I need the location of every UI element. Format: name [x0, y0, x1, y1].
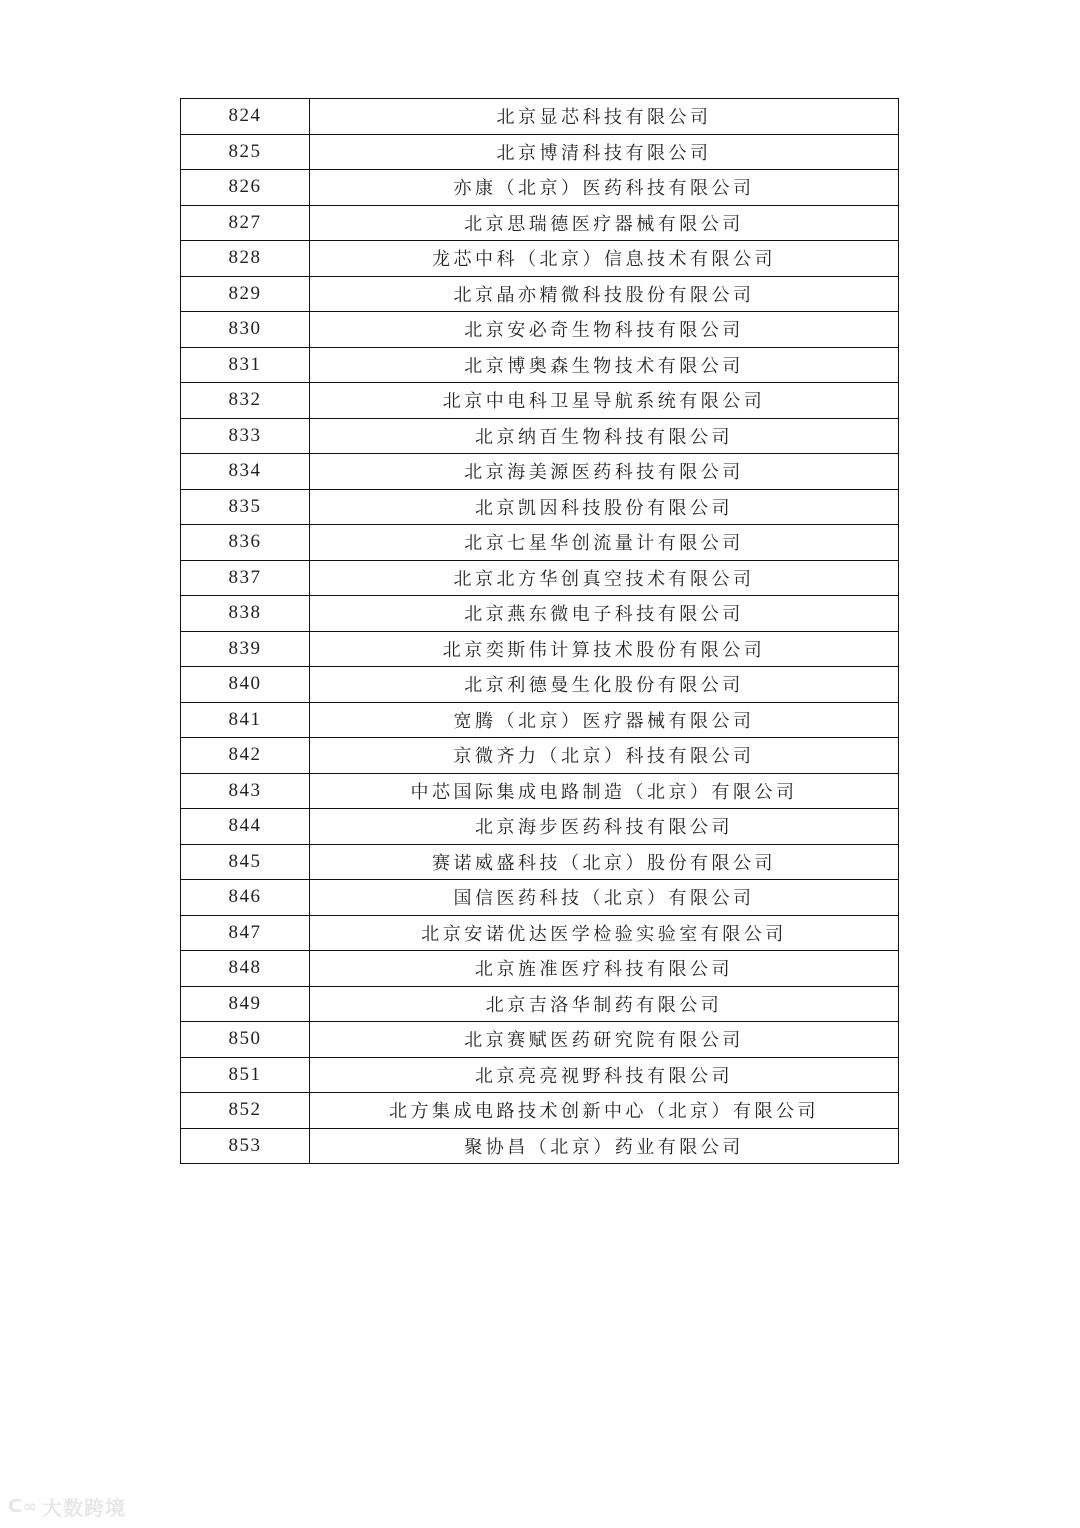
table-row [181, 276, 899, 312]
table-row [181, 1093, 899, 1129]
table-row [181, 667, 899, 703]
company-name: 北京中电科卫星导航系统有限公司 [310, 383, 899, 419]
table-row [181, 347, 899, 383]
table-row [181, 1128, 899, 1164]
table-row [181, 915, 899, 951]
row-number: 839 [181, 631, 310, 667]
row-number: 842 [181, 738, 310, 774]
table-row [181, 986, 899, 1022]
table-row [181, 596, 899, 632]
company-name: 北京思瑞德医疗器械有限公司 [310, 205, 899, 241]
row-number: 827 [181, 205, 310, 241]
table-row [181, 880, 899, 916]
company-name: 京微齐力（北京）科技有限公司 [310, 738, 899, 774]
watermark-logo-icon: ᑕ∞ [8, 1496, 39, 1517]
row-number: 844 [181, 809, 310, 845]
row-number: 828 [181, 241, 310, 277]
table-row [181, 809, 899, 845]
table-row [181, 205, 899, 241]
company-list-table [180, 98, 899, 1164]
row-number: 841 [181, 702, 310, 738]
row-number: 852 [181, 1093, 310, 1129]
table-row [181, 560, 899, 596]
row-number: 843 [181, 773, 310, 809]
company-name: 北京利德曼生化股份有限公司 [310, 667, 899, 703]
company-name: 北京旌准医疗科技有限公司 [310, 951, 899, 987]
company-name: 北京燕东微电子科技有限公司 [310, 596, 899, 632]
table-row [181, 1057, 899, 1093]
row-number: 830 [181, 312, 310, 348]
row-number: 836 [181, 525, 310, 561]
table-row [181, 99, 899, 135]
company-name: 龙芯中科（北京）信息技术有限公司 [310, 241, 899, 277]
row-number: 831 [181, 347, 310, 383]
row-number: 848 [181, 951, 310, 987]
company-name: 北京纳百生物科技有限公司 [310, 418, 899, 454]
row-number: 849 [181, 986, 310, 1022]
table-row [181, 525, 899, 561]
row-number: 838 [181, 596, 310, 632]
company-name: 北京博清科技有限公司 [310, 134, 899, 170]
table-row [181, 773, 899, 809]
table-row [181, 312, 899, 348]
company-name: 中芯国际集成电路制造（北京）有限公司 [310, 773, 899, 809]
row-number: 825 [181, 134, 310, 170]
table-row [181, 702, 899, 738]
table-row [181, 951, 899, 987]
row-number: 826 [181, 170, 310, 206]
company-name: 北京海美源医药科技有限公司 [310, 454, 899, 490]
row-number: 845 [181, 844, 310, 880]
company-name: 北京亮亮视野科技有限公司 [310, 1057, 899, 1093]
company-name: 北京凯因科技股份有限公司 [310, 489, 899, 525]
table-row [181, 844, 899, 880]
company-name: 宽腾（北京）医疗器械有限公司 [310, 702, 899, 738]
table-row [181, 454, 899, 490]
company-name: 北京安诺优达医学检验实验室有限公司 [310, 915, 899, 951]
row-number: 851 [181, 1057, 310, 1093]
table-row [181, 489, 899, 525]
table-row [181, 738, 899, 774]
company-name: 北京安必奇生物科技有限公司 [310, 312, 899, 348]
company-name: 北方集成电路技术创新中心（北京）有限公司 [310, 1093, 899, 1129]
row-number: 846 [181, 880, 310, 916]
row-number: 832 [181, 383, 310, 419]
company-name: 北京海步医药科技有限公司 [310, 809, 899, 845]
company-name: 北京七星华创流量计有限公司 [310, 525, 899, 561]
row-number: 850 [181, 1022, 310, 1058]
row-number: 833 [181, 418, 310, 454]
row-number: 824 [181, 99, 310, 135]
company-name: 北京吉洛华制药有限公司 [310, 986, 899, 1022]
company-name: 北京显芯科技有限公司 [310, 99, 899, 135]
company-name: 亦康（北京）医药科技有限公司 [310, 170, 899, 206]
table-row [181, 383, 899, 419]
table-row [181, 241, 899, 277]
table-body [181, 99, 899, 1164]
company-name: 北京奕斯伟计算技术股份有限公司 [310, 631, 899, 667]
row-number: 837 [181, 560, 310, 596]
row-number: 853 [181, 1128, 310, 1164]
company-name: 北京博奥森生物技术有限公司 [310, 347, 899, 383]
company-name: 北京赛赋医药研究院有限公司 [310, 1022, 899, 1058]
table-row [181, 134, 899, 170]
row-number: 840 [181, 667, 310, 703]
row-number: 835 [181, 489, 310, 525]
table-row [181, 1022, 899, 1058]
row-number: 847 [181, 915, 310, 951]
table-row [181, 631, 899, 667]
company-name: 聚协昌（北京）药业有限公司 [310, 1128, 899, 1164]
company-name: 国信医药科技（北京）有限公司 [310, 880, 899, 916]
company-name: 北京北方华创真空技术有限公司 [310, 560, 899, 596]
watermark-text: 大数跨境 [42, 1496, 127, 1520]
row-number: 829 [181, 276, 310, 312]
company-name: 北京晶亦精微科技股份有限公司 [310, 276, 899, 312]
row-number: 834 [181, 454, 310, 490]
company-name: 赛诺威盛科技（北京）股份有限公司 [310, 844, 899, 880]
watermark [8, 1492, 126, 1521]
table-row [181, 418, 899, 454]
table-row [181, 170, 899, 206]
